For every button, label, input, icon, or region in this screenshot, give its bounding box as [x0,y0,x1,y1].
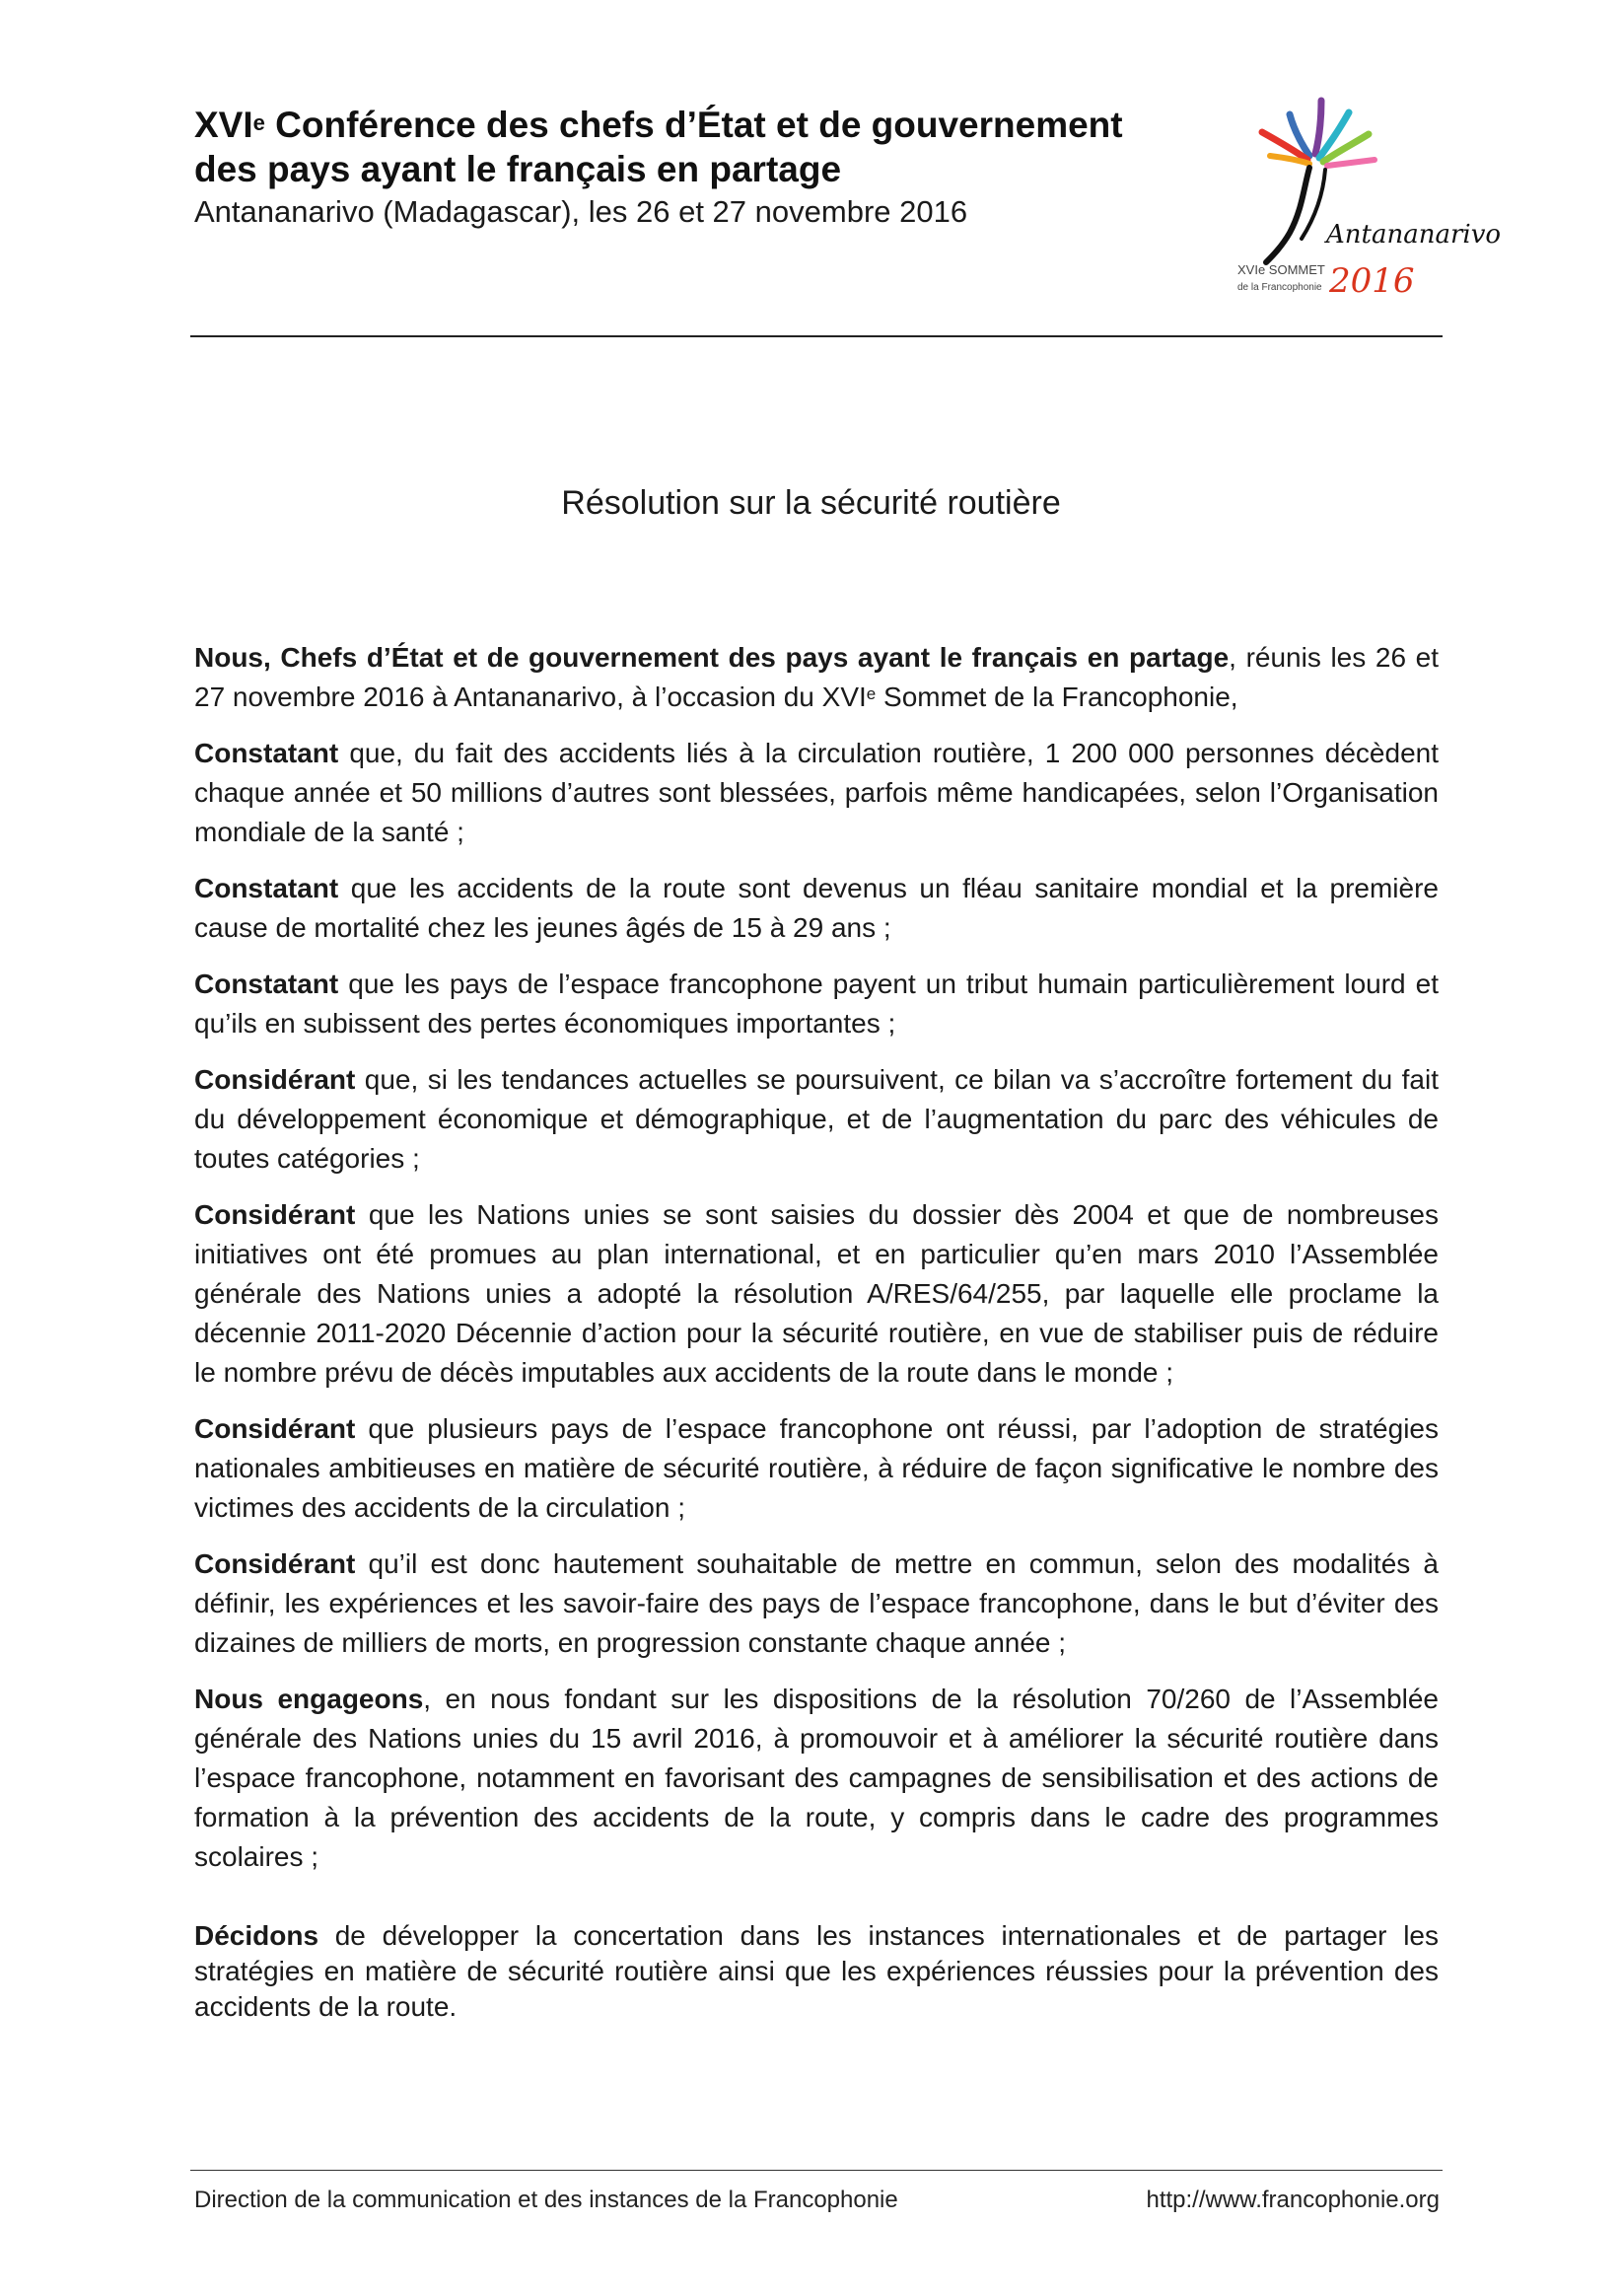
paragraph-considerant-1: Considérant que, si les tendances actuelles se poursuivent, ce bilan va s’accroître fortement du fait du développement économique et démographique, et de l’augmentation du parc des véhicules de toutes catégories ; [194,1064,1439,1174]
resolution-body [194,638,1439,2042]
header-divider [190,335,1443,337]
paragraph-engageons: Nous engageons, en nous fondant sur les dispositions de la résolution 70/260 de l’Assemblée générale des Nations unies du 15 avril 2016, à promouvoir et à améliorer la sécurité routière dans l’espace francophone, notamment en favorisant des campagnes de sensibilisation et des actions de formation à la prévention des accidents de la route, y compris dans le cadre des programmes scolaires ; [194,1684,1440,1872]
conference-subtitle: Antananarivo (Madagascar), les 26 et 27 novembre 2016 [194,194,968,229]
paragraph-decidons: Décidons de développer la concertation dans les instances internationales et de partager les stratégies en matière de sécurité routière ainsi que les expériences réussies pour la prévention des accidents de la route. [194,1920,1439,2022]
paragraph-considerant-3: Considérant que plusieurs pays de l’espace francophone ont réussi, par l’adoption de stratégies nationales ambitieuses en matière de sécurité routière, à réduire de façon significative le nombre des victimes des accidents de la circulation ; [194,1413,1439,1523]
conference-title-line2: des pays ayant le français en partage [194,149,842,189]
paragraph-considerant-4: Considérant qu’il est donc hautement souhaitable de mettre en commun, selon des modalités à définir, les expériences et les savoir-faire des pays de l’espace francophone, dans le but d’éviter des dizaines de milliers de morts, en progression constante chaque année ; [194,1548,1439,1658]
conference-title-line1: XVIe Conférence des chefs d’État et de gouvernement [194,105,1123,145]
summit-logo-graphic [1233,95,1502,317]
paragraph-considerant-2: Considérant que les Nations unies se sont saisies du dossier dès 2004 et que de nombreuses initiatives ont été promues au plan international, et en particulier qu’en mars 2010 l’Assemblée générale des Nations unies a adopté la résolution A/RES/64/255, par laquelle elle proclame la décennie 2011-2020 Décennie d’action pour la sécurité routière, en vue de stabiliser puis de réduire le nombre prévu de décès imputables aux accidents de la route dans le monde ; [194,1199,1439,1388]
logo-summit-line2: de la Francophonie [1237,282,1322,293]
paragraph-preamble: Nous, Chefs d’État et de gouvernement des pays ayant le français en partage, réunis les 26 et 27 novembre 2016 à Antananarivo, à l’occasion du XVIe Sommet de la Francophonie, [194,642,1439,712]
summit-logo [1233,95,1502,317]
logo-summit-line1: XVIe SOMMET [1237,262,1325,277]
logo-year: 2016 [1329,261,1415,301]
paragraph-constatant-3: Constatant que les pays de l’espace francophone payent un tribut humain particulièrement lourd et qu’ils en subissent des pertes économiques importantes ; [194,969,1439,1039]
paragraph-constatant-1: Constatant que, du fait des accidents liés à la circulation routière, 1 200 000 personnes décèdent chaque année et 50 millions d’autres sont blessées, parfois même handicapées, selon l’Organisation mondiale de la santé ; [194,738,1439,847]
footer-organization: Direction de la communication et des instances de la Francophonie [194,2187,898,2213]
footer-website-link[interactable]: http://www.francophonie.org [1146,2187,1440,2213]
footer-divider [190,2170,1443,2171]
document-header [194,103,1230,233]
paragraph-constatant-2: Constatant que les accidents de la route sont devenus un fléau sanitaire mondial et la première cause de mortalité chez les jeunes âgés de 15 à 29 ans ; [194,873,1439,943]
resolution-title: Résolution sur la sécurité routière [561,484,1061,522]
logo-script-text: Antananarivo [1326,220,1502,250]
